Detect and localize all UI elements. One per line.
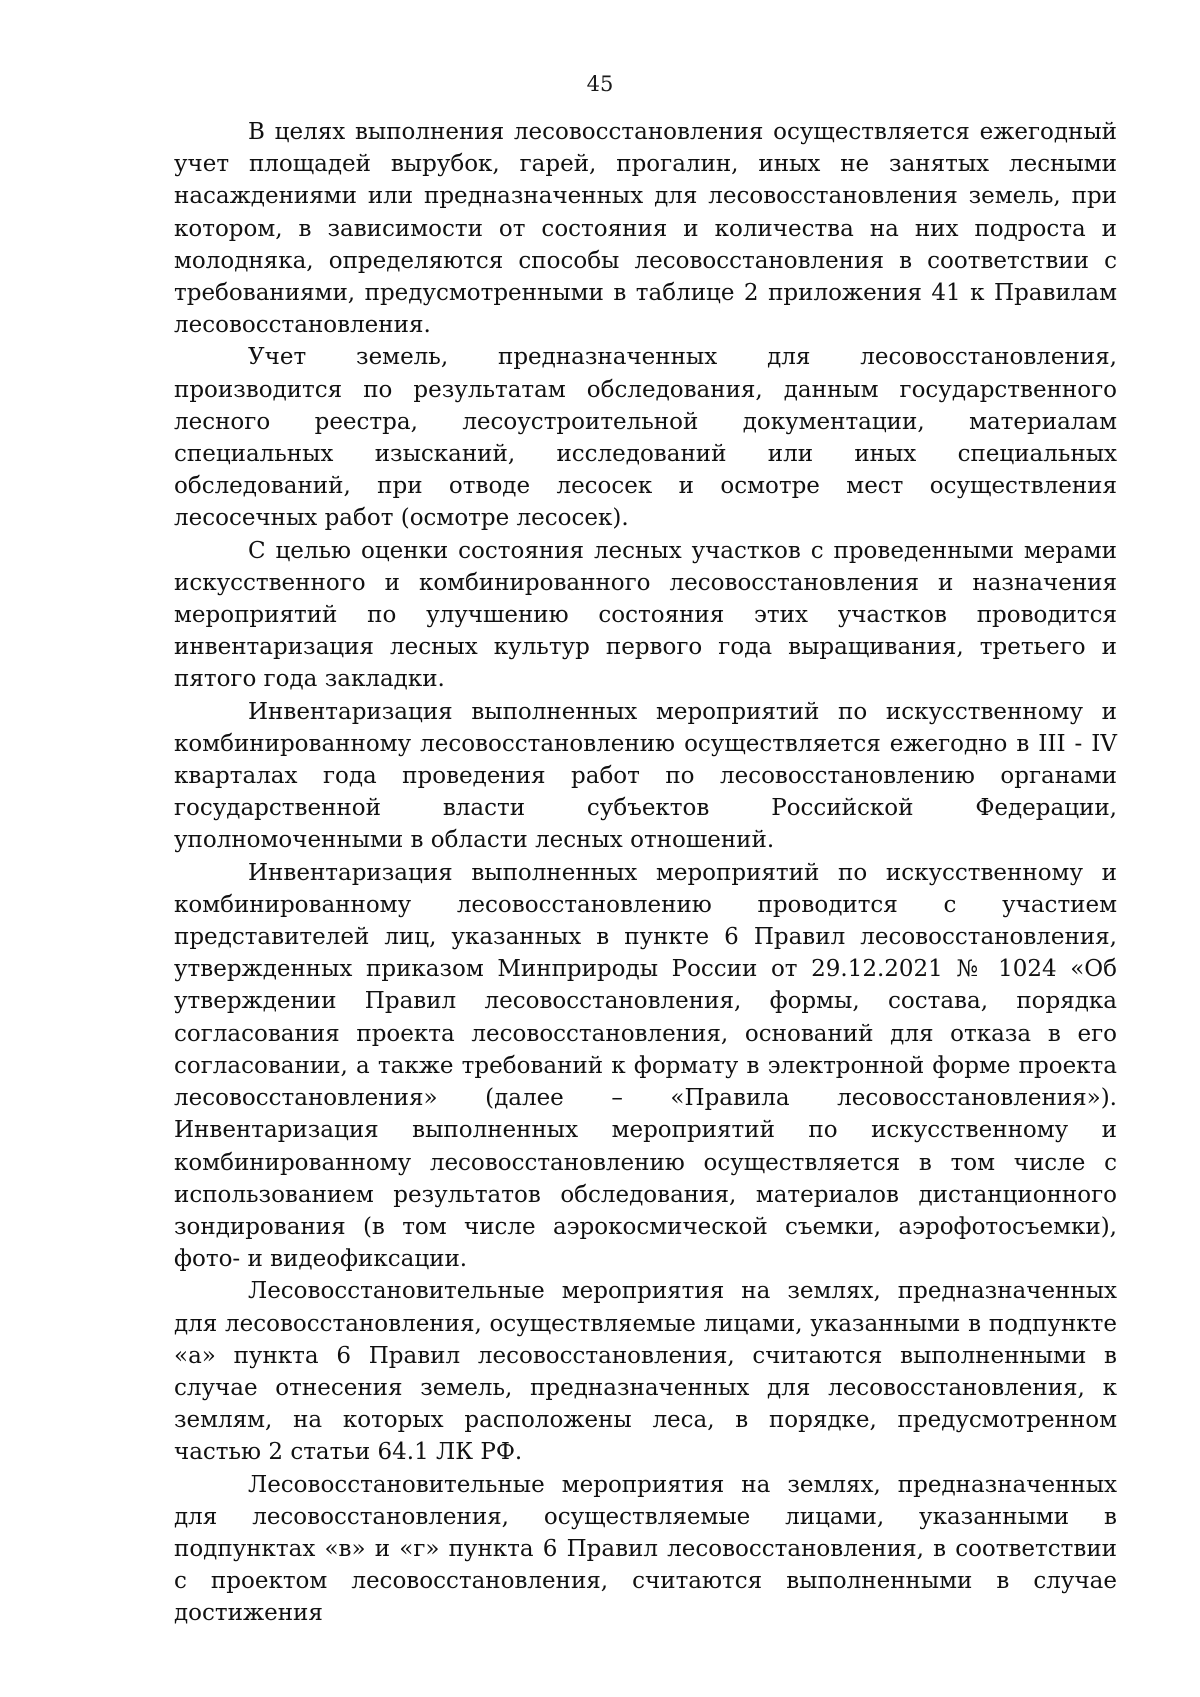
paragraph-land-accounting: Учет земель, предназначенных для лесовосстановления, производится по результатам обследования, данным государственного лесного реестра, лесоустроительной документации, материалам специальных изысканий, исследований или иных специальных обследований, при отводе лесосек и осмотре мест осуществления лесосечных работ (осмотре лесосек). xyxy=(174,344,1117,532)
page-number: 45 xyxy=(586,72,614,96)
paragraph-inventory-participants: Инвентаризация выполненных мероприятий по искусственному и комбинированному лесовосстановлению проводится с участием представителей лиц, указанных в пункте 6 Правил лесовосстановления, утвержденных приказом Минприроды России от 29.12.2021 № 1024 «Об утверждении Правил лесовосстановления, формы, состава, порядка согласования проекта лесовосстановления, оснований для отказа в его согласовании, а также требований к формату в электронной форме проекта лесовосстановления» (далее – «Правила лесовосстановления»). Инвентаризация выполненных мероприятий по искусственному и комбинированному лесовосстановлению осуществляется в том числе с использованием результатов обследования, материалов дистанционного зондирования (в том числе аэрокосмической съемки, аэрофотосъемки), фото- и видеофиксации. xyxy=(174,859,1117,1273)
paragraph-annual-accounting: В целях выполнения лесовосстановления осуществляется ежегодный учет площадей вырубок, гарей, прогалин, иных не занятых лесными насаждениями или предназначенных для лесовосстановления земель, при котором, в зависимости от состояния и количества на них подроста и молодняка, определяются способы лесовосстановления в соответствии с требованиями, предусмотренными в таблице 2 приложения 41 к Правилам лесовосстановления. xyxy=(174,119,1117,339)
paragraph-inventory-schedule: Инвентаризация выполненных мероприятий по искусственному и комбинированному лесовосстановлению осуществляется ежегодно в III - IV кварталах года проведения работ по лесовосстановлению органами государственной власти субъектов Российской Федерации, уполномоченными в области лесных отношений. xyxy=(174,698,1117,854)
paragraph-completion-subpoints-v-g: Лесовосстановительные мероприятия на землях, предназначенных для лесовосстановления, осуществляемые лицами, указанными в подпунктах «в» и «г» пункта 6 Правил лесовосстановления, в соответствии с проектом лесовосстановления, считаются выполненными в случае достижения xyxy=(174,1471,1117,1627)
document-body xyxy=(174,116,1117,1630)
paragraph-completion-subpoint-a: Лесовосстановительные мероприятия на землях, предназначенных для лесовосстановления, осуществляемые лицами, указанными в подпункте «а» пункта 6 Правил лесовосстановления, считаются выполненными в случае отнесения земель, предназначенных для лесовосстановления, к землям, на которых расположены леса, в порядке, предусмотренном частью 2 статьи 64.1 ЛК РФ. xyxy=(174,1278,1117,1466)
paragraph-state-assessment: С целью оценки состояния лесных участков с проведенными мерами искусственного и комбинированного лесовосстановления и назначения мероприятий по улучшению состояния этих участков проводится инвентаризация лесных культур первого года выращивания, третьего и пятого года закладки. xyxy=(174,537,1117,693)
